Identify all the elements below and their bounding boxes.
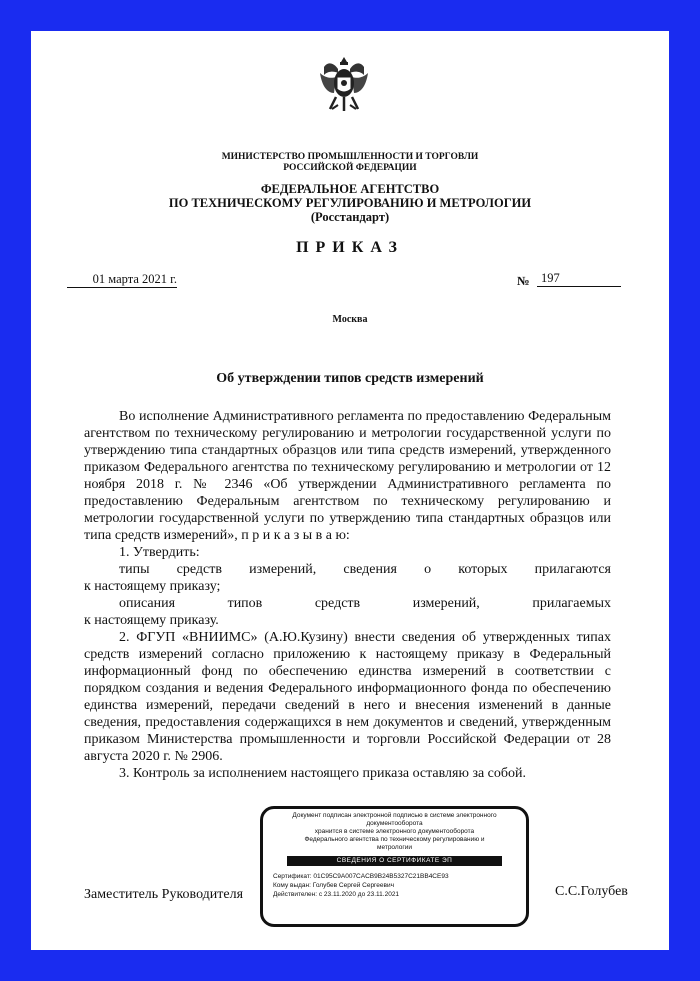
order-body <box>84 408 611 782</box>
agency-line-3: (Росстандарт) <box>310 210 390 224</box>
document-page <box>31 31 669 950</box>
coat-of-arms-emblem <box>316 53 372 115</box>
agency-line-2: ПО ТЕХНИЧЕСКОМУ РЕГУЛИРОВАНИЮ И МЕТРОЛОГИИ <box>168 196 532 210</box>
ministry-line-1: МИНИСТЕРСТВО ПРОМЫШЛЕННОСТИ И ТОРГОВЛИ <box>221 152 479 162</box>
ministry-line-2: РОССИЙСКОЙ ФЕДЕРАЦИИ <box>283 163 417 173</box>
order-date: 01 марта 2021 г. <box>67 272 177 288</box>
agency-line-1: ФЕДЕРАЛЬНОЕ АГЕНТСТВО <box>260 182 440 196</box>
item-1: 1. Утвердить: <box>119 545 200 560</box>
city: Москва <box>332 314 368 325</box>
item-1b-line-2: к настоящему приказу. <box>84 613 219 628</box>
stamp-validity: Действителен: с 23.11.2020 до 23.11.2021 <box>273 891 400 898</box>
stamp-issued-to: Кому выдан: Голубев Сергей Сергеевич <box>273 882 394 889</box>
item-1a-line-2: к настоящему приказу; <box>84 579 221 594</box>
stamp-line-2: хранится в системе электронного документооборота <box>314 828 475 835</box>
order-number: 197 <box>537 271 621 287</box>
order-number-label: № <box>517 274 530 288</box>
item-1b-line-1: описания типов средств измерений, прилагаемых <box>119 596 611 611</box>
stamp-line-1: Документ подписан электронной подписью в системе электронного документооборота <box>292 812 497 827</box>
signatory-position: Заместитель Руководителя <box>84 887 244 902</box>
signatory-name: С.С.Голубев <box>555 884 628 899</box>
item-2: 2. ФГУП «ВНИИМС» (А.Ю.Кузину) внести сведения об утвержденных типах средств измерений согласно приложению к настоящему приказу в Федеральный информационный фонд по обеспечению единства измерений в соответствии с порядком создания и ведения Федерального информационного фонда по обеспечению единства измерений, передачи сведений в него и внесения изменений в данные сведения, предоставления содержащихся в нем документов и сведений, утвержденным приказом Министерства промышленности и торговли Российской Федерации от 28 августа 2020 г. № 2906. <box>84 630 611 764</box>
ministry-heading <box>31 152 669 174</box>
stamp-line-4: метрологии <box>376 844 413 851</box>
document-type-title: ПРИКАЗ <box>296 239 404 256</box>
item-1a-line-1: типы средств измерений, сведения о которых прилагаются <box>119 562 611 577</box>
preamble-paragraph: Во исполнение Административного регламента по предоставлению Федеральным агентством по техническому регулированию и метрологии государственной услуги по утверждению типа стандартных образцов или типа средств измерений, утвержденного приказом Федерального агентства по техническому регулированию и метрологии от 12 ноября 2018 г. № 2346 «Об утверждении Административного регламента по предоставлению Федеральным агентством по техническому регулированию и метрологии государственной услуги по утверждению типа стандартных образцов или типа средств измерений», п р и к а з ы в а ю: <box>84 409 611 543</box>
stamp-title: СВЕДЕНИЯ О СЕРТИФИКАТЕ ЭП <box>287 856 502 866</box>
stamp-line-3: Федерального агентства по техническому регулированию и <box>304 836 485 843</box>
item-3: 3. Контроль за исполнением настоящего приказа оставляю за собой. <box>119 766 527 781</box>
agency-heading <box>31 182 669 224</box>
order-subject: Об утверждении типов средств измерений <box>216 371 484 386</box>
electronic-signature-stamp <box>260 806 529 927</box>
stamp-certificate: Сертификат: 01C95C9A007CACB9B24B5327C21BB4CE93 <box>273 873 449 880</box>
